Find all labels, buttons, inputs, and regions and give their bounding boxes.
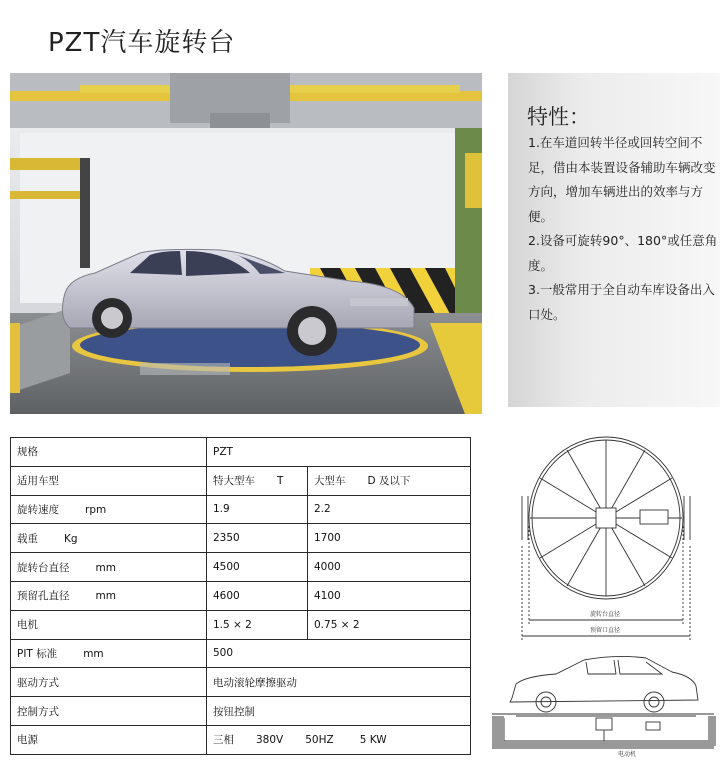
spec-value: 特大型车 T	[207, 466, 308, 495]
spec-label: 电机	[11, 610, 207, 639]
features-list	[528, 131, 718, 327]
spec-label: 旋转速度 rpm	[11, 495, 207, 524]
feature-item-1: 1.在车道回转半径或回转空间不足，借由本装置设备辅助车辆改变方向，增加车辆进出的效率与方便。	[528, 135, 716, 224]
table-row	[11, 524, 471, 553]
spec-label: 控制方式	[11, 697, 207, 726]
spec-value: 1.9	[207, 495, 308, 524]
spec-value: 大型车 D 及以下	[308, 466, 471, 495]
table-row	[11, 495, 471, 524]
spec-table	[10, 437, 471, 755]
turntable-photo	[10, 73, 482, 414]
page-title: PZT汽车旋转台	[48, 28, 236, 58]
feature-item-2: 2.设备可旋转90°、180°或任意角度。	[528, 233, 718, 273]
table-row	[11, 438, 471, 467]
spec-value: 4500	[207, 553, 308, 582]
table-row	[11, 610, 471, 639]
table-diameter-label: 旋转台直径	[590, 611, 621, 618]
features-panel	[508, 73, 720, 407]
spec-label: 载重 Kg	[11, 524, 207, 553]
table-row	[11, 668, 471, 697]
spec-value: 500	[207, 639, 471, 668]
hole-diameter-label: 预留口直径	[590, 627, 621, 634]
spec-value: 0.75 × 2	[308, 610, 471, 639]
spec-label: 旋转台直径 mm	[11, 553, 207, 582]
spec-value: 4100	[308, 581, 471, 610]
spec-label: 预留孔直径 mm	[11, 581, 207, 610]
table-row	[11, 466, 471, 495]
spec-value: 2.2	[308, 495, 471, 524]
table-row	[11, 581, 471, 610]
technical-drawing	[486, 436, 720, 781]
spec-value: 按钮控制	[207, 697, 471, 726]
spec-value: 三相 380V 50HZ 5 KW	[207, 725, 471, 754]
spec-label: PIT 标准 mm	[11, 639, 207, 668]
table-row	[11, 697, 471, 726]
spec-value: 4600	[207, 581, 308, 610]
spec-value: 电动滚轮摩擦驱动	[207, 668, 471, 697]
spec-value: PZT	[207, 438, 471, 467]
table-row	[11, 639, 471, 668]
feature-item-3: 3.一般常用于全自动车库设备出入口处。	[528, 282, 715, 322]
spec-label: 电源	[11, 725, 207, 754]
spec-value: 2350	[207, 524, 308, 553]
spec-value: 4000	[308, 553, 471, 582]
spec-label: 驱动方式	[11, 668, 207, 697]
table-row	[11, 725, 471, 754]
table-row	[11, 553, 471, 582]
features-heading: 特性：	[527, 105, 590, 129]
spec-value: 1.5 × 2	[207, 610, 308, 639]
spec-label: 适用车型	[11, 466, 207, 495]
motor-label: 电动机	[618, 751, 637, 758]
spec-label: 规格	[11, 438, 207, 467]
spec-value: 1700	[308, 524, 471, 553]
